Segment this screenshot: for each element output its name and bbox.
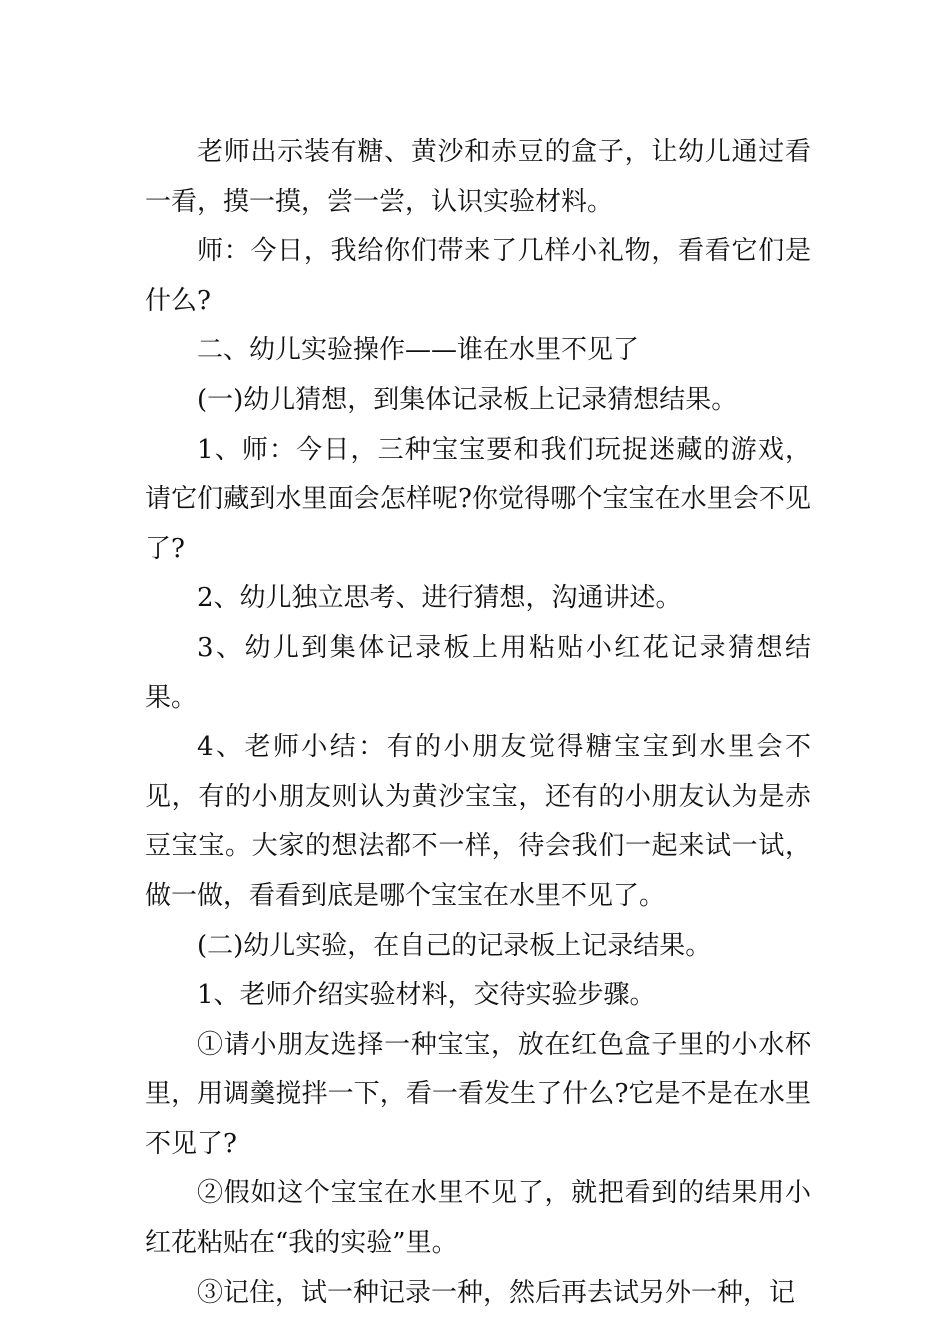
list-item-teacher-summary: 4、老师小结：有的小朋友觉得糖宝宝到水里会不见，有的小朋友则认为黄沙宝宝，还有的小朋友认为是赤豆宝宝。大家的想法都不一样，待会我们一起来试一试，做一做，看看到底是哪个宝宝在水里不见了。 [145, 732, 811, 911]
paragraph-teacher-gift: 师：今日，我给你们带来了几样小礼物，看看它们是什么? [145, 236, 811, 316]
section-heading-experiment: 二、幼儿实验操作——谁在水里不见了 [197, 335, 640, 366]
subsection-heading-experiment-record: (二)幼儿实验，在自己的记录板上记录结果。 [197, 930, 712, 961]
list-item-record-guess: 3、幼儿到集体记录板上用粘贴小红花记录猜想结果。 [145, 632, 811, 713]
step-item-paste-flower: ②假如这个宝宝在水里不见了，就把看到的结果用小红花粘贴在“我的实验”里。 [145, 1178, 811, 1259]
step-item-choose-baby: ①请小朋友选择一种宝宝，放在红色盒子里的小水杯里，用调羹搅拌一下，看一看发生了什么?它是不是在水里不见了? [145, 1029, 811, 1159]
list-item-introduce-materials: 1、老师介绍实验材料，交待实验步骤。 [197, 980, 656, 1011]
subsection-heading-guess: (一)幼儿猜想，到集体记录板上记录猜想结果。 [197, 384, 738, 415]
list-item-independent-thinking: 2、幼儿独立思考、进行猜想，沟通讲述。 [197, 583, 682, 614]
document-body [145, 128, 811, 1318]
list-item-hide-and-seek: 1、师：今日，三种宝宝要和我们玩捉迷藏的游戏，请它们藏到水里面会怎样呢?你觉得哪个宝宝在水里会不见了? [145, 434, 811, 564]
paragraph-intro-materials: 老师出示装有糖、黄沙和赤豆的盒子，让幼儿通过看一看，摸一摸，尝一尝，认识实验材料。 [145, 137, 811, 217]
step-item-try-one-record-one: ③记住，试一种记录一种，然后再去试另外一种，记 [197, 1277, 796, 1308]
